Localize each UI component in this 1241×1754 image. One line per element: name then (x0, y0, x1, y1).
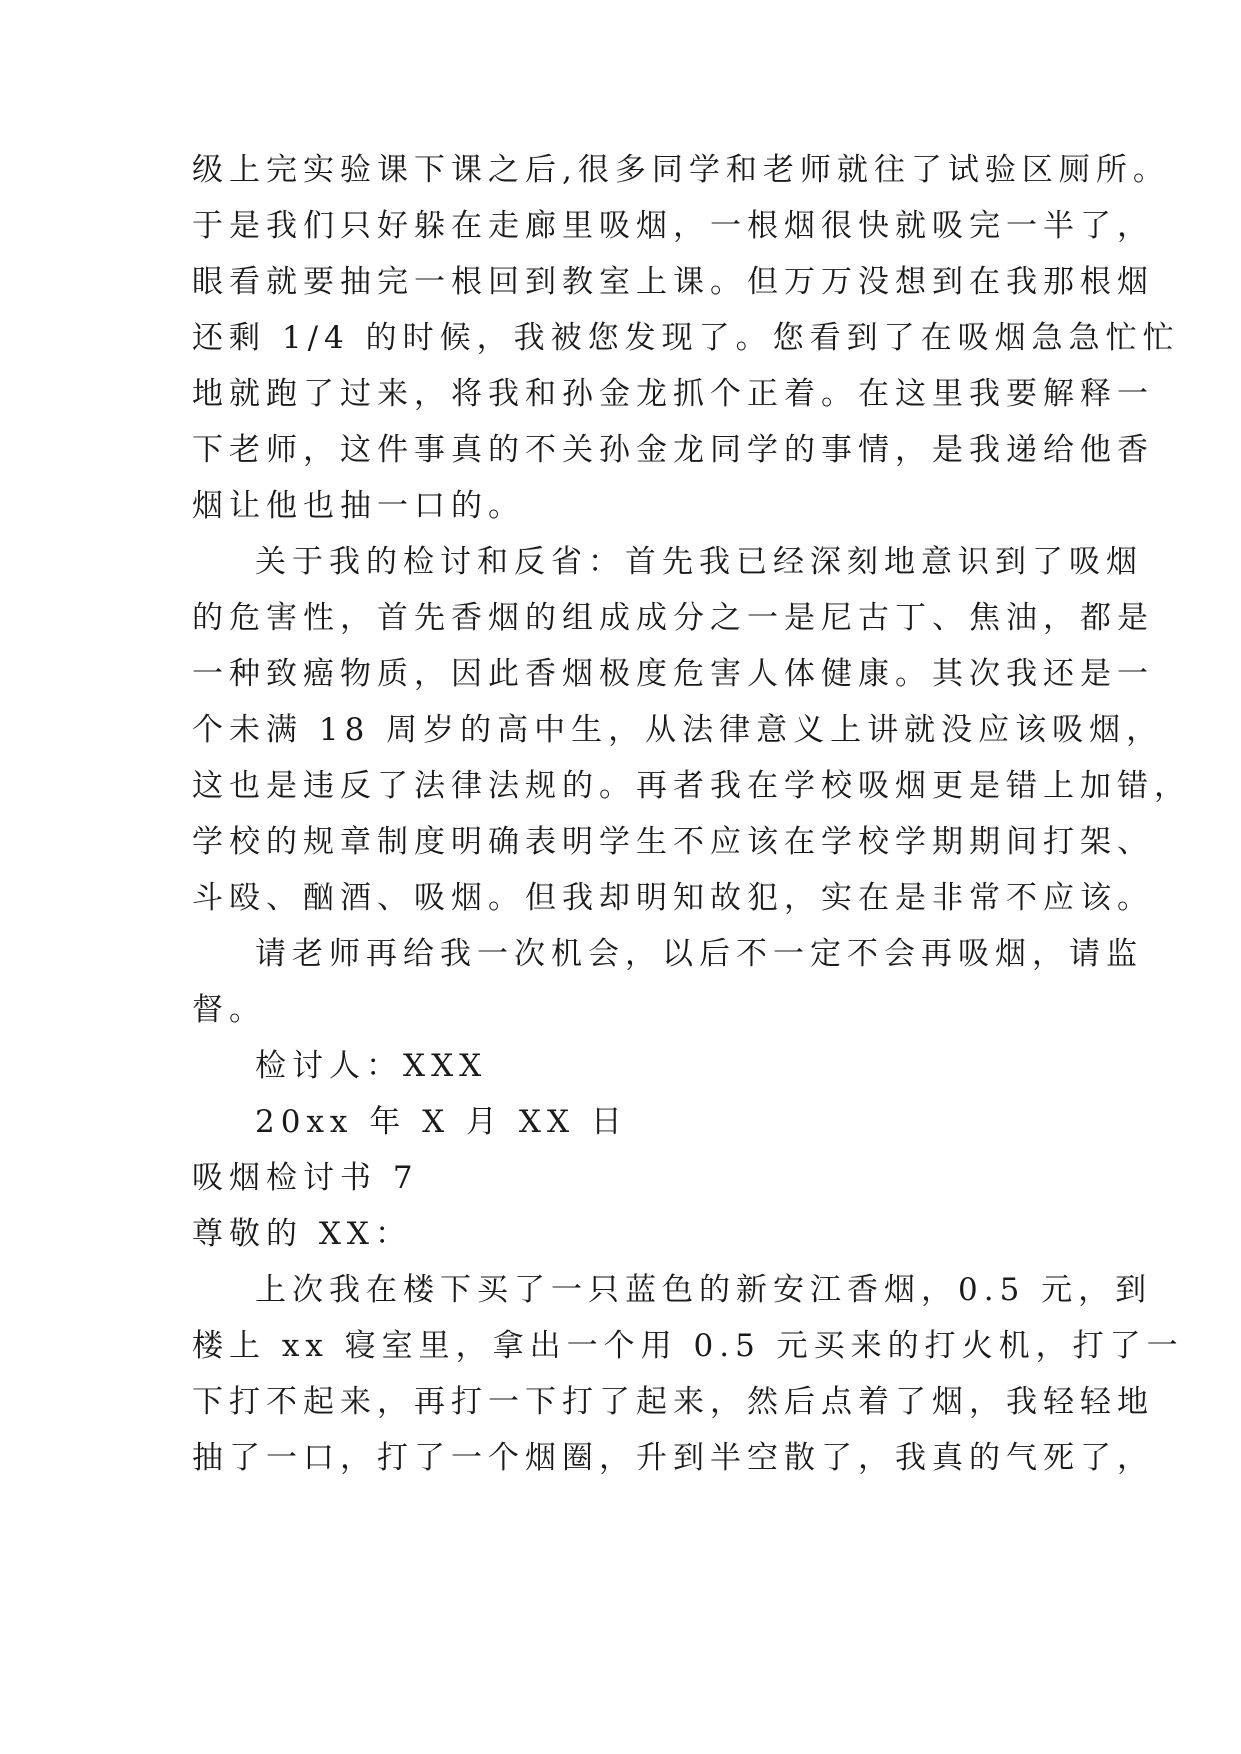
paragraph-line: 下老师，这件事真的不关孙金龙同学的事情，是我递给他香 (192, 432, 1154, 468)
paragraph-line: 下打不起来，再打一下打了起来，然后点着了烟，我轻轻地 (192, 1384, 1154, 1420)
salutation: 尊敬的 XX： (192, 1216, 412, 1252)
section-title: 吸烟检讨书 7 (192, 1160, 419, 1196)
paragraph-line: 地就跑了过来，将我和孙金龙抓个正着。在这里我要解释一 (192, 376, 1154, 412)
paragraph-line: 级上完实验课下课之后,很多同学和老师就往了试验区厕所。 (192, 152, 1170, 188)
paragraph-line: 学校的规章制度明确表明学生不应该在学校学期期间打架、 (192, 824, 1154, 860)
paragraph-line: 这也是违反了法律法规的。再者我在学校吸烟更是错上加错， (192, 768, 1191, 804)
paragraph-line: 抽了一口，打了一个烟圈，升到半空散了，我真的气死了， (192, 1440, 1154, 1476)
paragraph-line: 烟让他也抽一口的。 (192, 488, 525, 524)
paragraph-line: 还剩 1/4 的时候，我被您发现了。您看到了在吸烟急急忙忙 (192, 320, 1180, 356)
paragraph-line: 于是我们只好躲在走廊里吸烟，一根烟很快就吸完一半了， (192, 208, 1154, 244)
date-line: 20xx 年 X 月 XX 日 (255, 1104, 628, 1140)
paragraph-line: 眼看就要抽完一根回到教室上课。但万万没想到在我那根烟 (192, 264, 1154, 300)
paragraph-line: 的危害性，首先香烟的组成成分之一是尼古丁、焦油，都是 (192, 600, 1154, 636)
paragraph-line: 请老师再给我一次机会，以后不一定不会再吸烟，请监 (255, 936, 1143, 972)
paragraph-line: 楼上 xx 寝室里，拿出一个用 0.5 元买来的打火机，打了一 (192, 1328, 1184, 1364)
paragraph-line: 个未满 18 周岁的高中生，从法律意义上讲就没应该吸烟， (192, 712, 1164, 748)
signature-line: 检讨人：XXX (255, 1048, 488, 1084)
paragraph-line: 斗殴、酗酒、吸烟。但我却明知故犯，实在是非常不应该。 (192, 880, 1154, 916)
paragraph-line: 一种致癌物质，因此香烟极度危害人体健康。其次我还是一 (192, 656, 1154, 692)
paragraph-line: 上次我在楼下买了一只蓝色的新安江香烟，0.5 元，到 (255, 1272, 1153, 1308)
paragraph-line: 督。 (192, 992, 266, 1028)
paragraph-line: 关于我的检讨和反省：首先我已经深刻地意识到了吸烟 (255, 544, 1143, 580)
